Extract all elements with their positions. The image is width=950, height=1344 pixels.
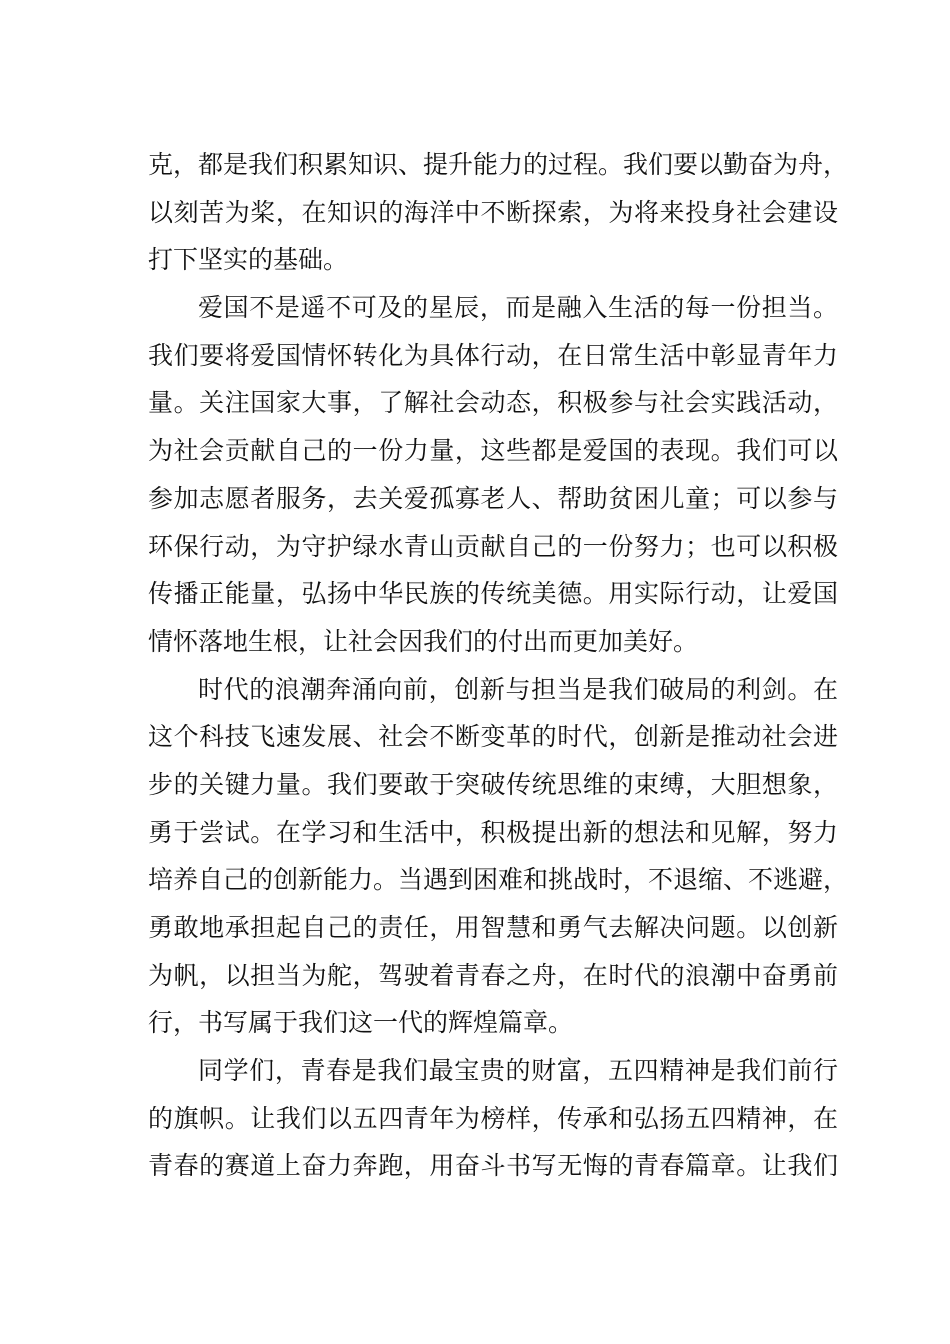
paragraph-start-line: 爱国不是遥不可及的星辰，而是融入生活的每一份担当。 bbox=[198, 293, 838, 323]
text-line: 勇敢地承担起自己的责任，用智慧和勇气去解决问题。以创新 bbox=[148, 913, 838, 942]
text-line: 克，都是我们积累知识、提升能力的过程。我们要以勤奋为舟， bbox=[148, 150, 849, 179]
text-line: 量。关注国家大事，了解社会动态，积极参与社会实践活动， bbox=[148, 388, 838, 418]
text-line: 培养自己的创新能力。当遇到困难和挑战时，不退缩、不逃避， bbox=[148, 865, 849, 895]
text-line: 环保行动，为守护绿水青山贡献自己的一份努力；也可以积极 bbox=[148, 531, 838, 561]
text-line: 步的关键力量。我们要敢于突破传统思维的束缚，大胆想象， bbox=[148, 769, 838, 799]
text-line: 这个科技飞速发展、社会不断变革的时代，创新是推动社会进 bbox=[148, 722, 838, 752]
text-line: 青春的赛道上奋力奔跑，用奋斗书写无悔的青春篇章。让我们 bbox=[148, 1151, 838, 1181]
paragraph-start-line: 同学们，青春是我们最宝贵的财富，五四精神是我们前行 bbox=[198, 1056, 838, 1086]
text-line: 为帆，以担当为舵，驾驶着青春之舟，在时代的浪潮中奋勇前 bbox=[148, 960, 838, 990]
text-line: 我们要将爱国情怀转化为具体行动，在日常生活中彰显青年力 bbox=[148, 340, 838, 370]
text-line: 以刻苦为桨，在知识的海洋中不断探索，为将来投身社会建设 bbox=[148, 197, 838, 227]
text-line: 的旗帜。让我们以五四青年为榜样，传承和弘扬五四精神，在 bbox=[148, 1103, 838, 1133]
text-line: 打下坚实的基础。 bbox=[148, 245, 349, 275]
text-line: 传播正能量，弘扬中华民族的传统美德。用实际行动，让爱国 bbox=[148, 579, 838, 609]
text-line: 情怀落地生根，让社会因我们的付出而更加美好。 bbox=[148, 626, 699, 656]
text-line: 为社会贡献自己的一份力量，这些都是爱国的表现。我们可以 bbox=[148, 436, 838, 466]
document-body bbox=[148, 141, 849, 1190]
text-line: 参加志愿者服务，去关爱孤寡老人、帮助贫困儿童；可以参与 bbox=[148, 483, 838, 513]
text-line: 勇于尝试。在学习和生活中，积极提出新的想法和见解，努力 bbox=[148, 817, 838, 847]
paragraph-start-line: 时代的浪潮奔涌向前，创新与担当是我们破局的利剑。在 bbox=[198, 674, 838, 704]
text-line: 行，书写属于我们这一代的辉煌篇章。 bbox=[148, 1008, 574, 1038]
